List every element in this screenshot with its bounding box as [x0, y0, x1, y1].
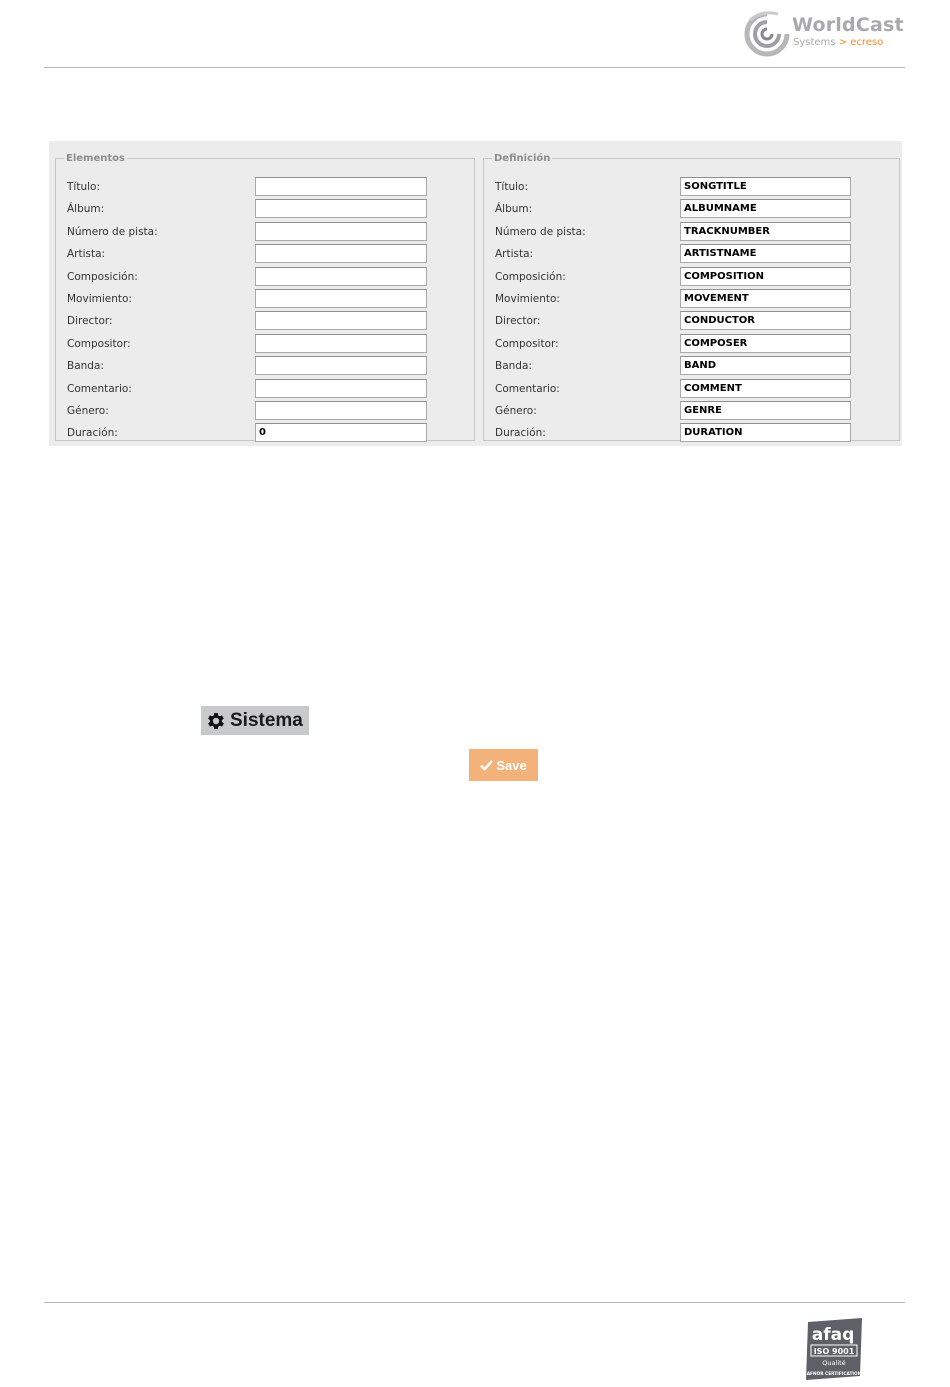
definicion-field-label: Álbum: — [495, 203, 533, 216]
elementos-field-label: Duración: — [67, 427, 118, 440]
definicion-legend: Definición — [494, 153, 551, 164]
definicion-field-label: Banda: — [495, 360, 532, 373]
afaq-iso-9001-logo — [802, 1318, 865, 1380]
elementos-field-input[interactable] — [255, 356, 427, 375]
definicion-row — [484, 289, 899, 311]
header-divider — [44, 67, 905, 68]
elementos-field-label: Composición: — [67, 270, 138, 283]
definicion-field-input[interactable]: COMPOSER — [680, 334, 851, 353]
elementos-field-input[interactable] — [255, 222, 427, 241]
check-icon — [480, 760, 493, 771]
elementos-field-input[interactable] — [255, 379, 427, 398]
elementos-field-label: Género: — [67, 405, 109, 417]
logo-subtitle — [793, 37, 883, 48]
logo-wordmark: WorldCast — [792, 14, 904, 36]
definicion-row — [484, 356, 899, 378]
definicion-field-label: Título: — [495, 181, 528, 193]
definicion-row — [484, 379, 899, 401]
sistema-button[interactable] — [201, 706, 309, 735]
definicion-field-label: Comentario: — [495, 382, 560, 395]
definicion-field-input[interactable]: MOVEMENT — [680, 289, 851, 308]
elementos-field-label: Compositor: — [67, 337, 131, 350]
elementos-row — [56, 401, 474, 423]
definicion-fieldset — [483, 153, 900, 441]
logo-sub-brand: ecreso — [850, 37, 884, 48]
save-label: Save — [496, 757, 527, 773]
metadata-mapping-panel — [49, 141, 902, 446]
elementos-row — [56, 199, 474, 221]
worldcast-logo — [742, 8, 904, 62]
elementos-field-input[interactable] — [255, 401, 427, 420]
elementos-field-label: Banda: — [67, 360, 104, 373]
definicion-field-label: Director: — [495, 315, 541, 328]
elementos-row — [56, 334, 474, 356]
definicion-row — [484, 311, 899, 333]
elementos-row — [56, 244, 474, 266]
definicion-row — [484, 177, 899, 199]
elementos-field-label: Álbum: — [67, 203, 105, 216]
definicion-field-input[interactable]: CONDUCTOR — [680, 311, 851, 330]
logo-sub-prefix: Systems — [793, 37, 836, 48]
afaq-standard-text: ISO 9001 — [813, 1347, 855, 1356]
elementos-field-label: Director: — [67, 315, 113, 328]
sistema-label: Sistema — [230, 709, 303, 731]
elementos-row — [56, 289, 474, 311]
definicion-field-label: Compositor: — [495, 337, 559, 350]
definicion-field-label: Duración: — [495, 427, 546, 440]
definicion-field-label: Movimiento: — [495, 293, 560, 305]
elementos-row — [56, 267, 474, 289]
definicion-row — [484, 334, 899, 356]
elementos-row — [56, 423, 474, 445]
elementos-field-label: Título: — [67, 181, 100, 193]
elementos-field-input[interactable]: 0 — [255, 423, 427, 442]
elementos-field-input[interactable] — [255, 177, 427, 196]
elementos-field-label: Número de pista: — [67, 225, 158, 238]
worldcast-swirl-icon — [742, 8, 792, 60]
elementos-row — [56, 311, 474, 333]
elementos-fieldset — [55, 153, 475, 441]
elementos-field-input[interactable] — [255, 199, 427, 218]
elementos-field-label: Movimiento: — [67, 293, 132, 305]
definicion-row — [484, 401, 899, 423]
save-button[interactable] — [469, 749, 538, 781]
definicion-field-input[interactable]: ALBUMNAME — [680, 199, 851, 218]
afaq-body-text: AFNOR CERTIFICATION — [806, 1372, 862, 1377]
definicion-field-label: Género: — [495, 405, 537, 417]
definicion-row — [484, 222, 899, 244]
definicion-field-input[interactable]: BAND — [680, 356, 851, 375]
definicion-field-label: Número de pista: — [495, 225, 586, 238]
definicion-field-input[interactable]: SONGTITLE — [680, 177, 851, 196]
definicion-field-input[interactable]: TRACKNUMBER — [680, 222, 851, 241]
elementos-field-input[interactable] — [255, 267, 427, 286]
elementos-field-label: Comentario: — [67, 382, 132, 395]
elementos-field-label: Artista: — [67, 248, 106, 261]
elementos-field-input[interactable] — [255, 334, 427, 353]
definicion-field-input[interactable]: COMMENT — [680, 379, 851, 398]
gear-icon — [205, 710, 227, 732]
elementos-row — [56, 379, 474, 401]
afaq-brand-text: afaq — [811, 1325, 855, 1345]
definicion-field-input[interactable]: GENRE — [680, 401, 851, 420]
definicion-row — [484, 423, 899, 445]
definicion-field-input[interactable]: DURATION — [680, 423, 851, 442]
elementos-field-input[interactable] — [255, 244, 427, 263]
definicion-field-label: Artista: — [495, 248, 534, 261]
definicion-field-input[interactable]: COMPOSITION — [680, 267, 851, 286]
afaq-quality-text: Qualité — [822, 1359, 846, 1367]
elementos-field-input[interactable] — [255, 289, 427, 308]
definicion-row — [484, 199, 899, 221]
footer-divider — [44, 1302, 905, 1303]
definicion-row — [484, 244, 899, 266]
definicion-row — [484, 267, 899, 289]
elementos-row — [56, 222, 474, 244]
definicion-field-label: Composición: — [495, 270, 566, 283]
elementos-row — [56, 356, 474, 378]
elementos-row — [56, 177, 474, 199]
definicion-field-input[interactable]: ARTISTNAME — [680, 244, 851, 263]
logo-sub-separator: > — [838, 37, 848, 48]
elementos-field-input[interactable] — [255, 311, 427, 330]
elementos-legend: Elementos — [66, 153, 125, 164]
